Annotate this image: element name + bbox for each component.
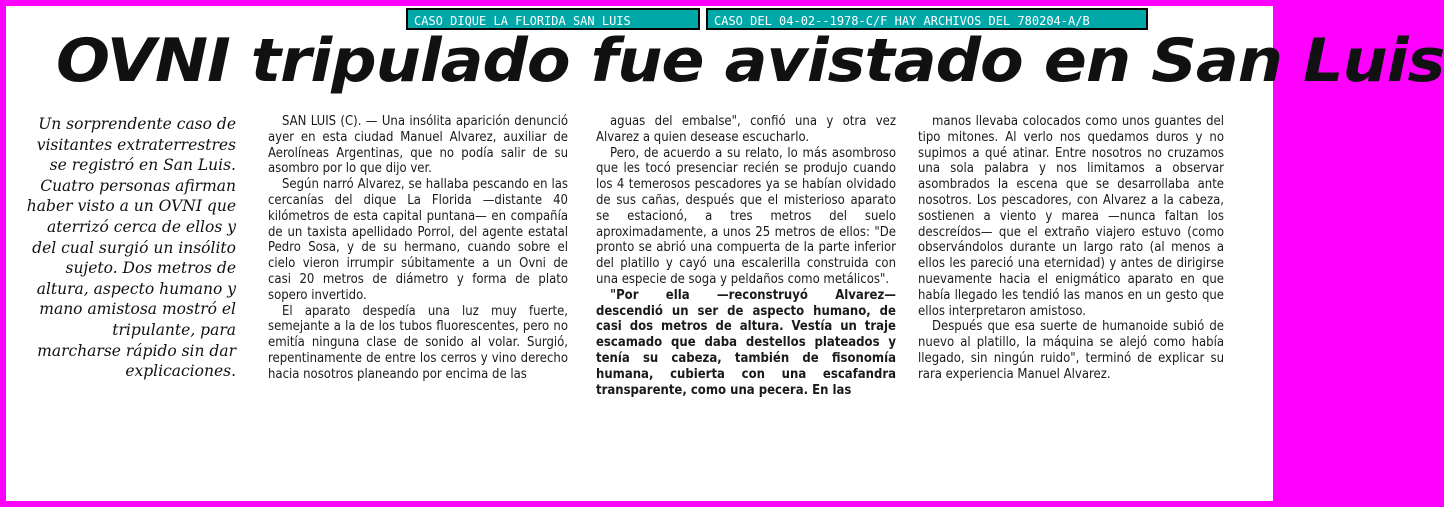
case-label-left: CASO DIQUE LA FLORIDA SAN LUIS xyxy=(406,8,700,30)
article-column-1 xyxy=(268,114,568,499)
column-1-paragraph-3: El aparato despedía una luz muy fuerte, semejante a la de los tubos fluorescentes, pero no emitía ninguna clase de sonido al volar. Surgió, repentinamente de entre los cerros y vino derecho hacia nosotros planeando por encima de las xyxy=(268,303,568,382)
article-column-2 xyxy=(596,114,896,499)
article-column-3 xyxy=(918,114,1224,499)
article-headline: OVNI tripulado fue avistado en San Luis xyxy=(56,26,1444,96)
column-1-paragraph-2: Según narró Alvarez, se hallaba pescando en las cercanías del dique La Florida —distante 40 kilómetros de esta capital puntana— en compañía de un taxista apellidado Porrol, del agente estatal Pedro Sosa, y de su hermano, cuando sobre el cielo vieron irrumpir súbitamente a un Ovni de casi 20 metros de diámetro y forma de plato sopero invertido. xyxy=(268,177,568,303)
column-2-paragraph-3: "Por ella —reconstruyó Alvarez— descendió un ser de aspecto humano, de casi dos metros de altura. Vestía un traje escamado que daba destellos plateados y tenía su cabeza, también de fisonomía humana, cubierta con una escafandra transparente, como una pecera. En las xyxy=(596,287,896,398)
column-1-paragraph-1: SAN LUIS (C). — Una insólita aparición denunció ayer en esta ciudad Manuel Alvarez, auxiliar de Aerolíneas Argentinas, que no podía salir de su asombro por lo que dijo ver. xyxy=(268,114,568,177)
article-lead: Un sorprendente caso de visitantes extraterrestres se registró en San Luis. Cuatro personas afirman haber visto a un OVNI que aterrizó cerca de ellos y del cual surgió un insólito sujeto. Dos metros de altura, aspecto humano y mano amistosa mostró el tripulante, para marcharse rápido sin dar explicaciones. xyxy=(26,115,236,381)
case-label-right: CASO DEL 04-02--1978-C/F HAY ARCHIVOS DEL 780204-A/B xyxy=(706,8,1148,30)
column-2-paragraph-1: aguas del embalse", confió una y otra vez Alvarez a quien desease escucharlo. xyxy=(596,114,896,145)
newspaper-clipping xyxy=(6,6,1444,501)
column-2-paragraph-2: Pero, de acuerdo a su relato, lo más asombroso que les tocó presenciar recién se produjo cuando los 4 temerosos pescadores ya se habían olvidado de sus cañas, después que el misterioso aparato se estacionó, a tres metros del suelo aproximadamente, a unos 25 metros de ellos: "De pronto se abrió una compuerta de la parte inferior del platillo y cayó una escalerilla construida con una especie de soga y peldaños como metálicos". xyxy=(596,145,896,287)
column-3-paragraph-1: manos llevaba colocados como unos guantes del tipo mitones. Al verlo nos quedamos duros y no supimos a qué atinar. Entre nosotros no cruzamos una sola palabra y nos limitamos a observar asombrados la escena que se desarrollaba ante nosotros. Los pescadores, con Alvarez a la cabeza, sostienen a viento y marea —nunca faltan los descreídos— que el extraño viajero estuvo (como observándolos durante un largo rato (al menos a ellos les pareció una eternidad) y antes de dirigirse nuevamente hacia el enigmático aparato en que había llegado les tendió las manos en un gesto que ellos interpretaron amistoso. xyxy=(918,114,1224,319)
column-3-paragraph-2: Después que esa suerte de humanoide subió de nuevo al platillo, la máquina se alejó como había llegado, sin ningún ruido", terminó de explicar su rara experiencia Manuel Alvarez. xyxy=(918,319,1224,382)
